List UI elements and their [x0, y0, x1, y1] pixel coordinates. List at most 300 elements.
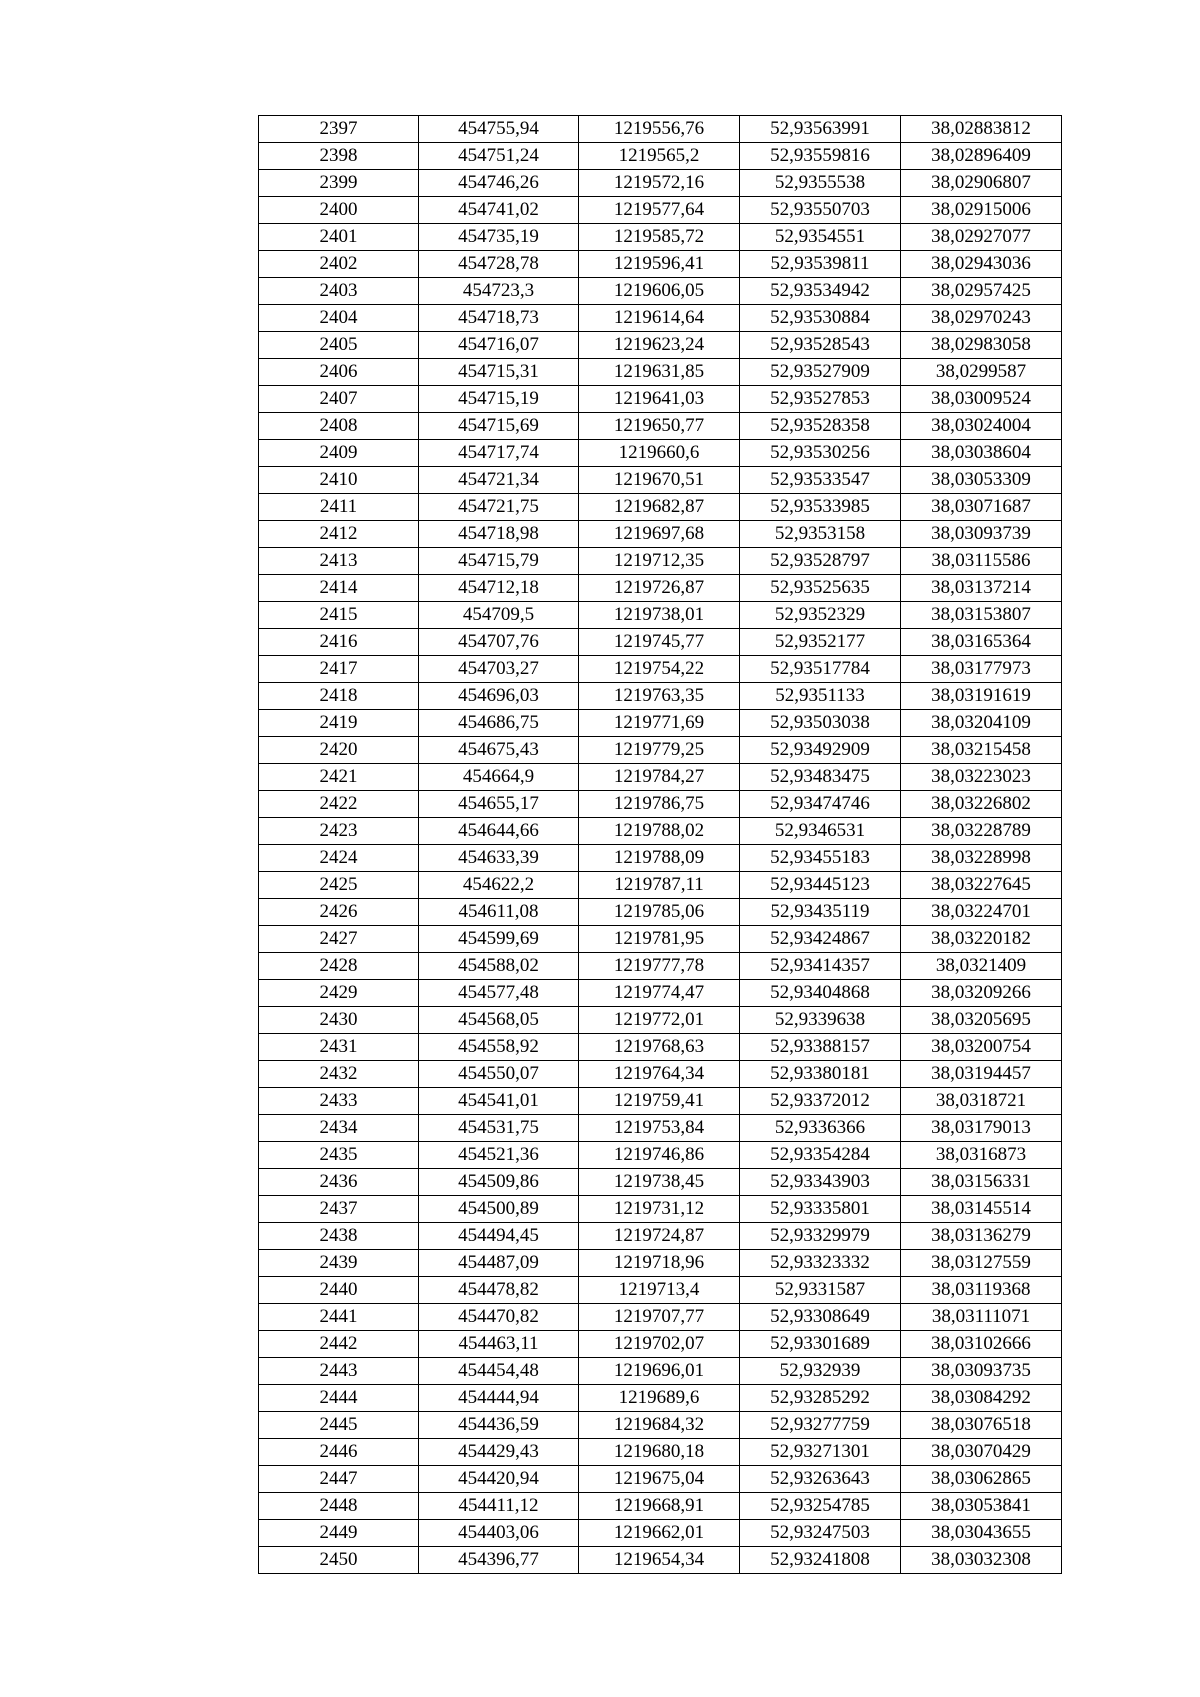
x-coordinate-cell: 454599,69 [419, 926, 579, 953]
y-coordinate-cell: 1219697,68 [579, 521, 740, 548]
point-number-cell: 2423 [259, 818, 419, 845]
point-number-cell: 2446 [259, 1439, 419, 1466]
table-row [259, 1493, 1062, 1520]
x-coordinate-cell: 454550,07 [419, 1061, 579, 1088]
table-row [259, 1466, 1062, 1493]
x-coordinate-cell: 454712,18 [419, 575, 579, 602]
y-coordinate-cell: 1219764,34 [579, 1061, 740, 1088]
latitude-cell: 52,93380181 [740, 1061, 901, 1088]
table-row [259, 980, 1062, 1007]
table-row [259, 1277, 1062, 1304]
y-coordinate-cell: 1219738,01 [579, 602, 740, 629]
table-row [259, 1412, 1062, 1439]
longitude-cell: 38,03191619 [901, 683, 1062, 710]
x-coordinate-cell: 454715,19 [419, 386, 579, 413]
longitude-cell: 38,02943036 [901, 251, 1062, 278]
point-number-cell: 2442 [259, 1331, 419, 1358]
point-number-cell: 2431 [259, 1034, 419, 1061]
table-row [259, 710, 1062, 737]
longitude-cell: 38,03228789 [901, 818, 1062, 845]
table-row [259, 440, 1062, 467]
y-coordinate-cell: 1219726,87 [579, 575, 740, 602]
point-number-cell: 2425 [259, 872, 419, 899]
longitude-cell: 38,02957425 [901, 278, 1062, 305]
point-number-cell: 2400 [259, 197, 419, 224]
latitude-cell: 52,93372012 [740, 1088, 901, 1115]
x-coordinate-cell: 454478,82 [419, 1277, 579, 1304]
x-coordinate-cell: 454715,31 [419, 359, 579, 386]
point-number-cell: 2438 [259, 1223, 419, 1250]
table-row [259, 602, 1062, 629]
longitude-cell: 38,03223023 [901, 764, 1062, 791]
y-coordinate-cell: 1219577,64 [579, 197, 740, 224]
latitude-cell: 52,9331587 [740, 1277, 901, 1304]
x-coordinate-cell: 454622,2 [419, 872, 579, 899]
table-row [259, 170, 1062, 197]
table-row [259, 1034, 1062, 1061]
table-row [259, 1250, 1062, 1277]
x-coordinate-cell: 454611,08 [419, 899, 579, 926]
latitude-cell: 52,9354551 [740, 224, 901, 251]
x-coordinate-cell: 454717,74 [419, 440, 579, 467]
point-number-cell: 2443 [259, 1358, 419, 1385]
point-number-cell: 2428 [259, 953, 419, 980]
latitude-cell: 52,93528358 [740, 413, 901, 440]
y-coordinate-cell: 1219724,87 [579, 1223, 740, 1250]
x-coordinate-cell: 454444,94 [419, 1385, 579, 1412]
longitude-cell: 38,03032308 [901, 1547, 1062, 1574]
x-coordinate-cell: 454721,34 [419, 467, 579, 494]
table-row [259, 953, 1062, 980]
y-coordinate-cell: 1219754,22 [579, 656, 740, 683]
point-number-cell: 2411 [259, 494, 419, 521]
table-row [259, 1061, 1062, 1088]
longitude-cell: 38,03220182 [901, 926, 1062, 953]
longitude-cell: 38,03227645 [901, 872, 1062, 899]
longitude-cell: 38,03215458 [901, 737, 1062, 764]
point-number-cell: 2448 [259, 1493, 419, 1520]
latitude-cell: 52,93503038 [740, 710, 901, 737]
longitude-cell: 38,03102666 [901, 1331, 1062, 1358]
longitude-cell: 38,02906807 [901, 170, 1062, 197]
longitude-cell: 38,03194457 [901, 1061, 1062, 1088]
y-coordinate-cell: 1219781,95 [579, 926, 740, 953]
table-row [259, 359, 1062, 386]
latitude-cell: 52,93517784 [740, 656, 901, 683]
longitude-cell: 38,02915006 [901, 197, 1062, 224]
y-coordinate-cell: 1219779,25 [579, 737, 740, 764]
longitude-cell: 38,03209266 [901, 980, 1062, 1007]
latitude-cell: 52,93285292 [740, 1385, 901, 1412]
latitude-cell: 52,93525635 [740, 575, 901, 602]
latitude-cell: 52,93528543 [740, 332, 901, 359]
latitude-cell: 52,93474746 [740, 791, 901, 818]
longitude-cell: 38,03071687 [901, 494, 1062, 521]
x-coordinate-cell: 454541,01 [419, 1088, 579, 1115]
point-number-cell: 2447 [259, 1466, 419, 1493]
table-row [259, 1520, 1062, 1547]
latitude-cell: 52,93414357 [740, 953, 901, 980]
y-coordinate-cell: 1219763,35 [579, 683, 740, 710]
y-coordinate-cell: 1219718,96 [579, 1250, 740, 1277]
latitude-cell: 52,93301689 [740, 1331, 901, 1358]
point-number-cell: 2437 [259, 1196, 419, 1223]
y-coordinate-cell: 1219759,41 [579, 1088, 740, 1115]
longitude-cell: 38,0316873 [901, 1142, 1062, 1169]
table-row [259, 845, 1062, 872]
table-row [259, 278, 1062, 305]
latitude-cell: 52,93527909 [740, 359, 901, 386]
x-coordinate-cell: 454715,69 [419, 413, 579, 440]
y-coordinate-cell: 1219771,69 [579, 710, 740, 737]
x-coordinate-cell: 454470,82 [419, 1304, 579, 1331]
point-number-cell: 2444 [259, 1385, 419, 1412]
latitude-cell: 52,93247503 [740, 1520, 901, 1547]
longitude-cell: 38,03177973 [901, 656, 1062, 683]
longitude-cell: 38,03156331 [901, 1169, 1062, 1196]
table-row [259, 764, 1062, 791]
latitude-cell: 52,93527853 [740, 386, 901, 413]
longitude-cell: 38,02927077 [901, 224, 1062, 251]
longitude-cell: 38,0321409 [901, 953, 1062, 980]
table-row [259, 926, 1062, 953]
table-row [259, 683, 1062, 710]
point-number-cell: 2410 [259, 467, 419, 494]
x-coordinate-cell: 454500,89 [419, 1196, 579, 1223]
table-row [259, 494, 1062, 521]
latitude-cell: 52,93354284 [740, 1142, 901, 1169]
longitude-cell: 38,03137214 [901, 575, 1062, 602]
point-number-cell: 2417 [259, 656, 419, 683]
longitude-cell: 38,03111071 [901, 1304, 1062, 1331]
latitude-cell: 52,93530256 [740, 440, 901, 467]
table-row [259, 197, 1062, 224]
longitude-cell: 38,03024004 [901, 413, 1062, 440]
table-row [259, 1007, 1062, 1034]
y-coordinate-cell: 1219606,05 [579, 278, 740, 305]
latitude-cell: 52,9336366 [740, 1115, 901, 1142]
latitude-cell: 52,93388157 [740, 1034, 901, 1061]
table-row [259, 1385, 1062, 1412]
point-number-cell: 2405 [259, 332, 419, 359]
x-coordinate-cell: 454709,5 [419, 602, 579, 629]
y-coordinate-cell: 1219787,11 [579, 872, 740, 899]
y-coordinate-cell: 1219556,76 [579, 116, 740, 143]
y-coordinate-cell: 1219768,63 [579, 1034, 740, 1061]
longitude-cell: 38,0318721 [901, 1088, 1062, 1115]
longitude-cell: 38,03093739 [901, 521, 1062, 548]
x-coordinate-cell: 454718,73 [419, 305, 579, 332]
table-row [259, 305, 1062, 332]
point-number-cell: 2399 [259, 170, 419, 197]
x-coordinate-cell: 454420,94 [419, 1466, 579, 1493]
y-coordinate-cell: 1219565,2 [579, 143, 740, 170]
point-number-cell: 2402 [259, 251, 419, 278]
x-coordinate-cell: 454558,92 [419, 1034, 579, 1061]
point-number-cell: 2435 [259, 1142, 419, 1169]
point-number-cell: 2414 [259, 575, 419, 602]
x-coordinate-cell: 454568,05 [419, 1007, 579, 1034]
y-coordinate-cell: 1219785,06 [579, 899, 740, 926]
coordinates-table-body [259, 116, 1062, 1574]
longitude-cell: 38,03043655 [901, 1520, 1062, 1547]
latitude-cell: 52,93559816 [740, 143, 901, 170]
longitude-cell: 38,03145514 [901, 1196, 1062, 1223]
x-coordinate-cell: 454463,11 [419, 1331, 579, 1358]
longitude-cell: 38,03204109 [901, 710, 1062, 737]
table-row [259, 116, 1062, 143]
latitude-cell: 52,93435119 [740, 899, 901, 926]
longitude-cell: 38,03165364 [901, 629, 1062, 656]
y-coordinate-cell: 1219682,87 [579, 494, 740, 521]
y-coordinate-cell: 1219662,01 [579, 1520, 740, 1547]
point-number-cell: 2409 [259, 440, 419, 467]
x-coordinate-cell: 454577,48 [419, 980, 579, 1007]
table-row [259, 818, 1062, 845]
point-number-cell: 2434 [259, 1115, 419, 1142]
y-coordinate-cell: 1219712,35 [579, 548, 740, 575]
y-coordinate-cell: 1219572,16 [579, 170, 740, 197]
longitude-cell: 38,02970243 [901, 305, 1062, 332]
table-row [259, 656, 1062, 683]
point-number-cell: 2401 [259, 224, 419, 251]
point-number-cell: 2424 [259, 845, 419, 872]
table-row [259, 1331, 1062, 1358]
latitude-cell: 52,93404868 [740, 980, 901, 1007]
latitude-cell: 52,9352329 [740, 602, 901, 629]
y-coordinate-cell: 1219684,32 [579, 1412, 740, 1439]
table-row [259, 737, 1062, 764]
y-coordinate-cell: 1219788,02 [579, 818, 740, 845]
longitude-cell: 38,03228998 [901, 845, 1062, 872]
longitude-cell: 38,03009524 [901, 386, 1062, 413]
table-row [259, 521, 1062, 548]
x-coordinate-cell: 454721,75 [419, 494, 579, 521]
x-coordinate-cell: 454588,02 [419, 953, 579, 980]
y-coordinate-cell: 1219774,47 [579, 980, 740, 1007]
latitude-cell: 52,93530884 [740, 305, 901, 332]
table-row [259, 224, 1062, 251]
point-number-cell: 2432 [259, 1061, 419, 1088]
latitude-cell: 52,93445123 [740, 872, 901, 899]
point-number-cell: 2397 [259, 116, 419, 143]
point-number-cell: 2403 [259, 278, 419, 305]
longitude-cell: 38,03115586 [901, 548, 1062, 575]
point-number-cell: 2415 [259, 602, 419, 629]
y-coordinate-cell: 1219746,86 [579, 1142, 740, 1169]
y-coordinate-cell: 1219784,27 [579, 764, 740, 791]
longitude-cell: 38,03224701 [901, 899, 1062, 926]
table-row [259, 548, 1062, 575]
y-coordinate-cell: 1219596,41 [579, 251, 740, 278]
y-coordinate-cell: 1219772,01 [579, 1007, 740, 1034]
x-coordinate-cell: 454521,36 [419, 1142, 579, 1169]
x-coordinate-cell: 454716,07 [419, 332, 579, 359]
point-number-cell: 2441 [259, 1304, 419, 1331]
point-number-cell: 2398 [259, 143, 419, 170]
x-coordinate-cell: 454436,59 [419, 1412, 579, 1439]
point-number-cell: 2429 [259, 980, 419, 1007]
longitude-cell: 38,0299587 [901, 359, 1062, 386]
point-number-cell: 2413 [259, 548, 419, 575]
table-row [259, 251, 1062, 278]
longitude-cell: 38,03226802 [901, 791, 1062, 818]
table-row [259, 1142, 1062, 1169]
longitude-cell: 38,03093735 [901, 1358, 1062, 1385]
x-coordinate-cell: 454735,19 [419, 224, 579, 251]
point-number-cell: 2450 [259, 1547, 419, 1574]
point-number-cell: 2430 [259, 1007, 419, 1034]
x-coordinate-cell: 454723,3 [419, 278, 579, 305]
longitude-cell: 38,03200754 [901, 1034, 1062, 1061]
latitude-cell: 52,9351133 [740, 683, 901, 710]
x-coordinate-cell: 454741,02 [419, 197, 579, 224]
table-row [259, 1088, 1062, 1115]
table-row [259, 332, 1062, 359]
point-number-cell: 2436 [259, 1169, 419, 1196]
table-row [259, 467, 1062, 494]
latitude-cell: 52,93271301 [740, 1439, 901, 1466]
x-coordinate-cell: 454675,43 [419, 737, 579, 764]
latitude-cell: 52,93550703 [740, 197, 901, 224]
table-row [259, 1358, 1062, 1385]
x-coordinate-cell: 454746,26 [419, 170, 579, 197]
y-coordinate-cell: 1219713,4 [579, 1277, 740, 1304]
latitude-cell: 52,9355538 [740, 170, 901, 197]
y-coordinate-cell: 1219631,85 [579, 359, 740, 386]
y-coordinate-cell: 1219654,34 [579, 1547, 740, 1574]
point-number-cell: 2408 [259, 413, 419, 440]
latitude-cell: 52,93329979 [740, 1223, 901, 1250]
y-coordinate-cell: 1219702,07 [579, 1331, 740, 1358]
longitude-cell: 38,02896409 [901, 143, 1062, 170]
y-coordinate-cell: 1219689,6 [579, 1385, 740, 1412]
y-coordinate-cell: 1219738,45 [579, 1169, 740, 1196]
point-number-cell: 2416 [259, 629, 419, 656]
point-number-cell: 2406 [259, 359, 419, 386]
x-coordinate-cell: 454633,39 [419, 845, 579, 872]
longitude-cell: 38,03053841 [901, 1493, 1062, 1520]
x-coordinate-cell: 454494,45 [419, 1223, 579, 1250]
y-coordinate-cell: 1219753,84 [579, 1115, 740, 1142]
latitude-cell: 52,9353158 [740, 521, 901, 548]
table-row [259, 872, 1062, 899]
latitude-cell: 52,93483475 [740, 764, 901, 791]
x-coordinate-cell: 454728,78 [419, 251, 579, 278]
latitude-cell: 52,93455183 [740, 845, 901, 872]
x-coordinate-cell: 454655,17 [419, 791, 579, 818]
point-number-cell: 2422 [259, 791, 419, 818]
latitude-cell: 52,93263643 [740, 1466, 901, 1493]
x-coordinate-cell: 454703,27 [419, 656, 579, 683]
point-number-cell: 2419 [259, 710, 419, 737]
latitude-cell: 52,93277759 [740, 1412, 901, 1439]
y-coordinate-cell: 1219641,03 [579, 386, 740, 413]
table-row [259, 413, 1062, 440]
x-coordinate-cell: 454715,79 [419, 548, 579, 575]
table-row [259, 899, 1062, 926]
y-coordinate-cell: 1219675,04 [579, 1466, 740, 1493]
point-number-cell: 2433 [259, 1088, 419, 1115]
point-number-cell: 2427 [259, 926, 419, 953]
point-number-cell: 2440 [259, 1277, 419, 1304]
table-row [259, 143, 1062, 170]
latitude-cell: 52,93534942 [740, 278, 901, 305]
latitude-cell: 52,93308649 [740, 1304, 901, 1331]
x-coordinate-cell: 454487,09 [419, 1250, 579, 1277]
longitude-cell: 38,03076518 [901, 1412, 1062, 1439]
latitude-cell: 52,93539811 [740, 251, 901, 278]
latitude-cell: 52,93323332 [740, 1250, 901, 1277]
y-coordinate-cell: 1219650,77 [579, 413, 740, 440]
table-row [259, 1223, 1062, 1250]
x-coordinate-cell: 454509,86 [419, 1169, 579, 1196]
longitude-cell: 38,03153807 [901, 602, 1062, 629]
latitude-cell: 52,932939 [740, 1358, 901, 1385]
latitude-cell: 52,9346531 [740, 818, 901, 845]
latitude-cell: 52,9352177 [740, 629, 901, 656]
latitude-cell: 52,93241808 [740, 1547, 901, 1574]
x-coordinate-cell: 454664,9 [419, 764, 579, 791]
longitude-cell: 38,03070429 [901, 1439, 1062, 1466]
y-coordinate-cell: 1219745,77 [579, 629, 740, 656]
table-row [259, 1547, 1062, 1574]
latitude-cell: 52,93533985 [740, 494, 901, 521]
latitude-cell: 52,93343903 [740, 1169, 901, 1196]
x-coordinate-cell: 454644,66 [419, 818, 579, 845]
coordinates-table [258, 115, 1062, 1574]
y-coordinate-cell: 1219777,78 [579, 953, 740, 980]
table-row [259, 1115, 1062, 1142]
y-coordinate-cell: 1219670,51 [579, 467, 740, 494]
x-coordinate-cell: 454403,06 [419, 1520, 579, 1547]
x-coordinate-cell: 454696,03 [419, 683, 579, 710]
longitude-cell: 38,03038604 [901, 440, 1062, 467]
x-coordinate-cell: 454718,98 [419, 521, 579, 548]
y-coordinate-cell: 1219680,18 [579, 1439, 740, 1466]
y-coordinate-cell: 1219660,6 [579, 440, 740, 467]
longitude-cell: 38,03205695 [901, 1007, 1062, 1034]
x-coordinate-cell: 454751,24 [419, 143, 579, 170]
longitude-cell: 38,03062865 [901, 1466, 1062, 1493]
y-coordinate-cell: 1219623,24 [579, 332, 740, 359]
x-coordinate-cell: 454707,76 [419, 629, 579, 656]
point-number-cell: 2404 [259, 305, 419, 332]
table-row [259, 1169, 1062, 1196]
latitude-cell: 52,93563991 [740, 116, 901, 143]
latitude-cell: 52,93533547 [740, 467, 901, 494]
point-number-cell: 2445 [259, 1412, 419, 1439]
latitude-cell: 52,93335801 [740, 1196, 901, 1223]
point-number-cell: 2439 [259, 1250, 419, 1277]
point-number-cell: 2420 [259, 737, 419, 764]
x-coordinate-cell: 454411,12 [419, 1493, 579, 1520]
x-coordinate-cell: 454686,75 [419, 710, 579, 737]
x-coordinate-cell: 454454,48 [419, 1358, 579, 1385]
table-row [259, 629, 1062, 656]
point-number-cell: 2407 [259, 386, 419, 413]
longitude-cell: 38,02883812 [901, 116, 1062, 143]
point-number-cell: 2421 [259, 764, 419, 791]
longitude-cell: 38,02983058 [901, 332, 1062, 359]
y-coordinate-cell: 1219786,75 [579, 791, 740, 818]
y-coordinate-cell: 1219585,72 [579, 224, 740, 251]
x-coordinate-cell: 454531,75 [419, 1115, 579, 1142]
table-row [259, 386, 1062, 413]
point-number-cell: 2449 [259, 1520, 419, 1547]
longitude-cell: 38,03119368 [901, 1277, 1062, 1304]
longitude-cell: 38,03179013 [901, 1115, 1062, 1142]
